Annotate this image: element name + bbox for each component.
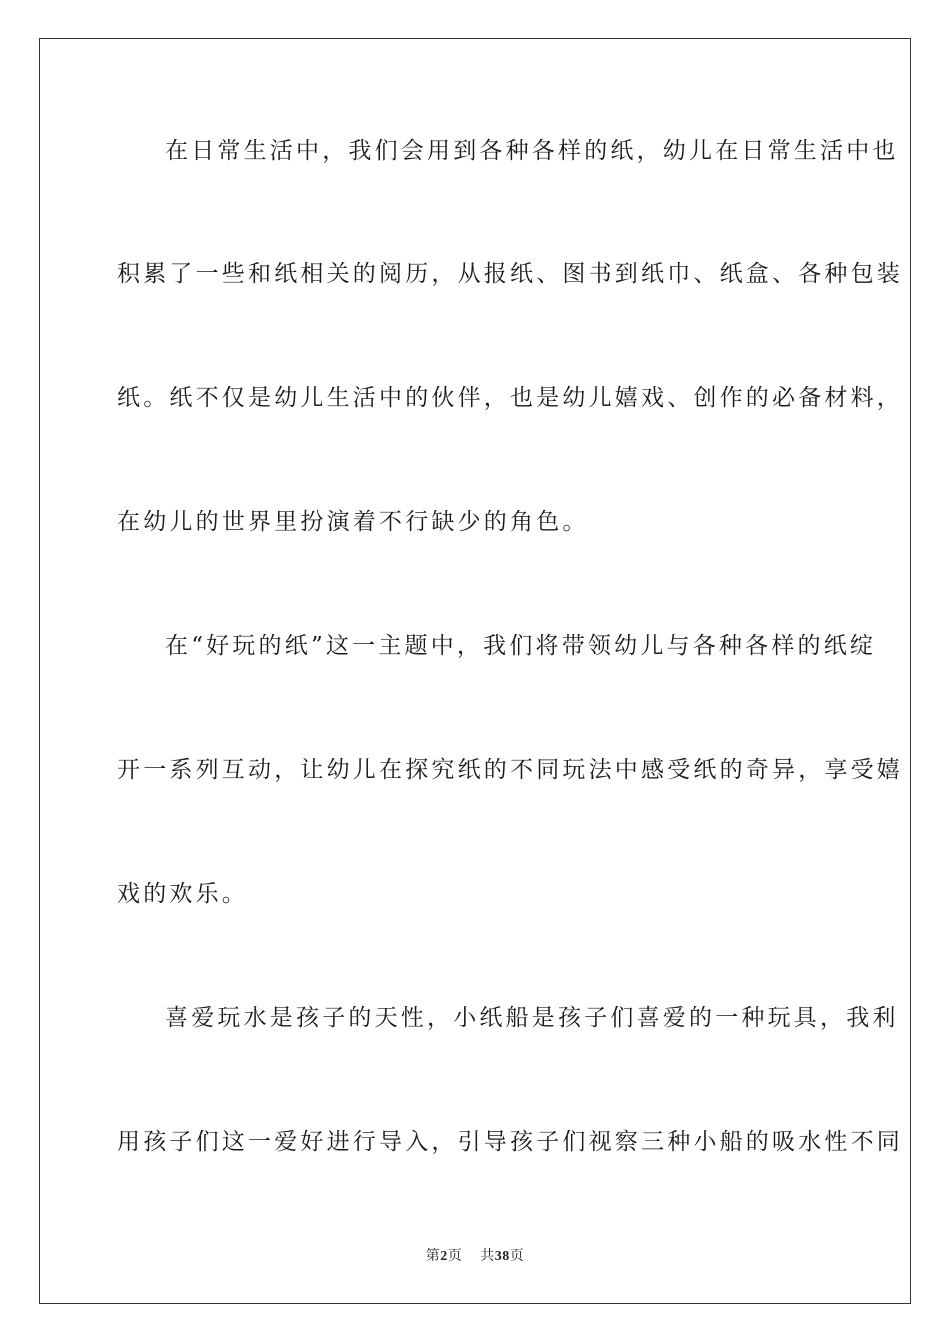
footer-page-number: 2 (440, 1249, 448, 1264)
paragraph-3-line-2: 用孩子们这一爱好进行导入，引导孩子们视察三种小船的吸水性不同 (117, 1129, 903, 1155)
paragraph-1-line-2: 积累了一些和纸相关的阅历，从报纸、图书到纸巾、纸盒、各种包装 (117, 261, 903, 287)
paragraph-1-line-4: 在幼儿的世界里扮演着不行缺少的角色。 (117, 509, 589, 535)
paragraph-3-line-1: 喜爱玩水是孩子的天性，小纸船是孩子们喜爱的一种玩具，我利 (165, 1005, 899, 1031)
paragraph-2-line-1: 在“好玩的纸”这一主题中，我们将带领幼儿与各种各样的纸绽 (165, 633, 877, 659)
page-frame (39, 38, 911, 1304)
footer-page-suffix: 页 (447, 1248, 463, 1264)
paragraph-2-line-3: 戏的欢乐。 (117, 881, 248, 907)
page-footer (0, 1247, 950, 1266)
paragraph-2-line-2: 开一系列互动，让幼儿在探究纸的不同玩法中感受纸的奇异，享受嬉 (117, 757, 903, 783)
footer-total-prefix: 共 (480, 1248, 495, 1264)
footer-total-pages: 38 (494, 1249, 510, 1264)
paragraph-1-line-1: 在日常生活中，我们会用到各种各样的纸，幼儿在日常生活中也 (165, 138, 899, 164)
footer-total-suffix: 页 (509, 1248, 525, 1264)
footer-page-prefix: 第 (425, 1248, 441, 1264)
paragraph-1-line-3: 纸。纸不仅是幼儿生活中的伙伴，也是幼儿嬉戏、创作的必备材料， (117, 385, 903, 411)
